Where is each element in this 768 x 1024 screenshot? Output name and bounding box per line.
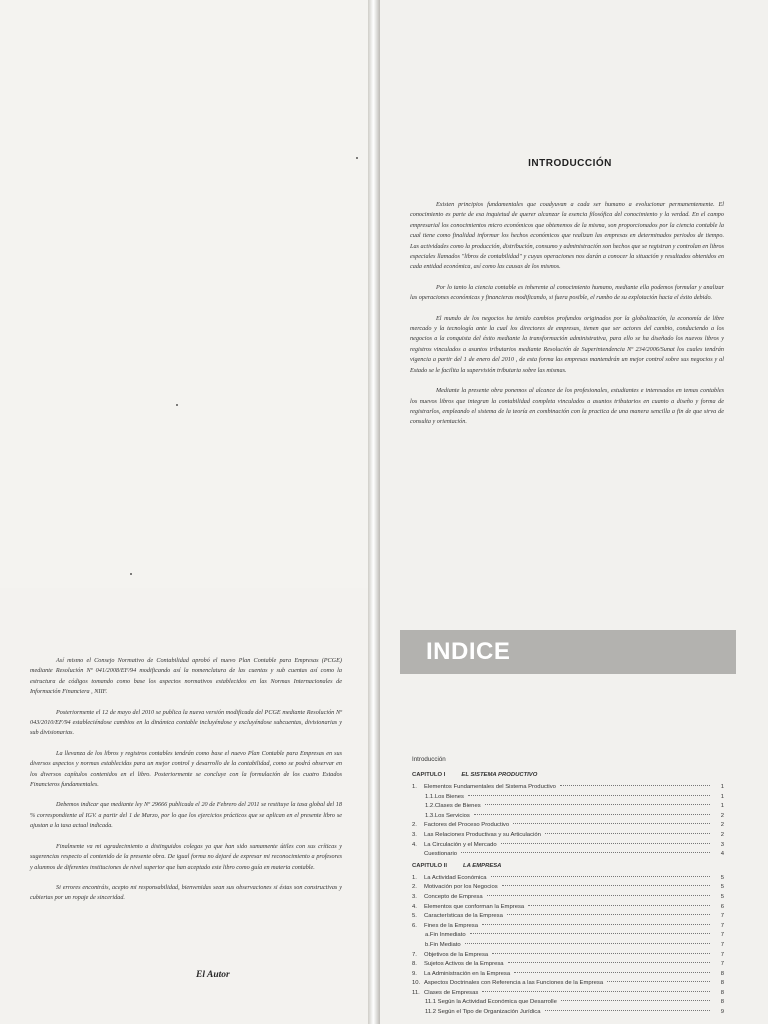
toc-page-number: 7 <box>720 922 724 929</box>
index-page <box>372 588 768 1024</box>
toc-dot-leader <box>461 852 710 853</box>
toc-page-number: 8 <box>720 980 724 987</box>
toc-entry-label: La Actividad Económica <box>424 874 487 881</box>
toc-entry-number: 1. <box>412 874 417 881</box>
book-spine <box>368 0 380 590</box>
toc-entry-label: b.Fin Mediato <box>425 941 461 948</box>
toc-dot-leader <box>470 933 710 934</box>
toc-entry-label: 1.1.Los Bienes <box>425 793 464 800</box>
toc-dot-leader <box>607 981 710 982</box>
toc-dot-leader <box>474 814 710 815</box>
toc-page-number: 1 <box>720 784 724 790</box>
toc-page-number: 1 <box>720 793 724 800</box>
introduction-paragraph: Por lo tanto la ciencia contable es inherente al conocimiento humano, mediante ella podemos formular y analizar las operaciones económicas y financieras modificando, si fuera posible, el rumbo de su explotación hacia el éxito debido. <box>410 283 724 302</box>
paper-speck <box>356 157 358 159</box>
toc-chapter-heading <box>412 772 724 784</box>
book-spine <box>368 590 380 1024</box>
toc-entry-label: Concepto de Empresa <box>424 893 483 900</box>
toc-entry-label: Sujetos Activos de la Empresa <box>424 961 504 968</box>
toc-entry <box>412 894 724 904</box>
toc-dot-leader <box>482 924 710 925</box>
toc-page-number: 8 <box>720 989 724 996</box>
toc-entry <box>412 851 724 861</box>
toc-page-number: 8 <box>720 999 724 1006</box>
introduction-paragraph: Existen principios fundamentales que coadyuvan a cada ser humano a evolucionar permanentemente. El conocimiento es parte de esa inquietud de querer alcanzar la esencia filosófica del conocimiento y la verdad. En el campo empresarial los conocimientos micro económicos que obtenemos de la misma, son proporcionados por la ciencia contable la cual tiene como finalidad informar los hechos económicos que realizan las empresas en determinados periodos de tiempo. Las actividades como la producción, distribución, consumo y administración son hechos que se registran y controlan en libros especiales llamados "libros de contabilidad" y cuyas operaciones nos darán a conocer la situación y resultados obtenidos en cada entidad económica, así como las causas de los mismos. <box>410 201 724 271</box>
toc-page-number: 7 <box>720 951 724 958</box>
introduction-continued-body <box>30 656 342 914</box>
continued-paragraph: Posteriormente el 12 de mayo del 2010 se publica la nueva versión modificada del PCGE mediante Resolución Nº 043/2010/EF/94 estableciéndose cambios en la dinámica contable incluyéndose y excluyéndose subcuentas, divisionarias y sub divisionarias. <box>30 708 342 737</box>
introduction-title: INTRODUCCIÓN <box>528 158 612 169</box>
toc-entry <box>412 794 724 804</box>
toc-entry <box>412 923 724 933</box>
toc-dot-leader <box>513 823 710 824</box>
toc-page-number: 1 <box>720 803 724 810</box>
blank-page <box>0 0 372 588</box>
toc-page-number: 7 <box>720 961 724 968</box>
toc-page-number: 8 <box>720 970 724 977</box>
toc-entry <box>412 971 724 981</box>
toc-entry-label: Factores del Proceso Productivo <box>424 822 510 829</box>
toc-entry-label: Características de la Empresa <box>424 913 503 920</box>
toc-chapter-number: CAPITULO II <box>412 862 448 869</box>
toc-dot-leader <box>508 962 710 963</box>
toc-entry-number: 5. <box>412 913 417 920</box>
toc-dot-leader <box>514 972 710 973</box>
toc-entry-number: 8. <box>412 961 417 968</box>
continued-paragraph: La llevanza de los libros y registros contables tendrán como base el nuevo Plan Contable para Empresas en sus diversos aspectos y normas establecidas para un mejor control y desarrollo de la contabilidad, como se podrá observar en los diversos capítulos contenidos en el libro. Posteriormente se concluye con la formulación de los cuatro Estados Financieros fundamentales. <box>30 749 342 789</box>
toc-entry-label: Objetivos de la Empresa <box>424 951 489 958</box>
toc-entry-label: 1.2.Clases de Bienes <box>425 803 481 810</box>
toc-entry-label: Elementos que conforman la Empresa <box>424 903 525 910</box>
toc-chapter-title: LA EMPRESA <box>463 862 502 869</box>
introduction-continued-page <box>0 588 372 1024</box>
toc-entry <box>412 932 724 942</box>
toc-dot-leader <box>468 795 710 796</box>
toc-dot-leader <box>560 785 710 786</box>
toc-entry <box>412 784 724 794</box>
introduction-paragraph: El mundo de los negocios ha tenido cambios profundos originados por la globalización, la economía de libre mercado y la tecnología ante la cual los directores de empresas, tienen que ser actores del cambio, conduciendo a los negocios a la conquista del éxito mediante la transformación administrativa, para ello se ha diseñado los nuevos libros y registros vinculados a asuntos tributarios mediante Resolución de Superintendencia Nº 234/2006/Sunat los cuales tendrán vigencia a partir del 1 de enero del 2010 , de esta forma las empresas mantendrán un mejor control sobre sus negocios y al Estado se le facilita la supervisión tributaria sobre las mismas. <box>410 314 724 374</box>
author-signature: El Autor <box>196 970 230 980</box>
toc-page-number: 6 <box>720 903 724 910</box>
toc-chapter-number: CAPITULO I <box>412 772 446 778</box>
toc-page-number: 3 <box>720 841 724 848</box>
toc-page-number: 2 <box>720 822 724 829</box>
toc-page-number: 5 <box>720 884 724 891</box>
toc-dot-leader <box>501 843 710 844</box>
table-of-contents <box>412 770 724 1019</box>
toc-entry <box>412 822 724 832</box>
toc-entry <box>412 875 724 885</box>
toc-entry-number: 11. <box>412 989 420 996</box>
toc-entry <box>412 832 724 842</box>
toc-entry <box>412 913 724 923</box>
toc-entry <box>412 813 724 823</box>
toc-entry <box>412 1009 724 1019</box>
toc-entry-number: 1. <box>412 784 417 790</box>
toc-dot-leader <box>528 905 710 906</box>
continued-paragraph: Si errores encontráis, acepto mi responsabilidad, bienvenidas sean sus observaciones si éstas son constructivas y cubiertas por un ropaje de sinceridad. <box>30 883 342 902</box>
toc-entry-label: Aspectos Doctrinales con Referencia a las Funciones de la Empresa <box>424 980 604 987</box>
toc-entry-label: La Administración en la Empresa <box>424 970 511 977</box>
toc-dot-leader <box>482 991 710 992</box>
toc-dot-leader <box>492 953 710 954</box>
continued-paragraph: Así mismo el Consejo Normativo de Contabilidad aprobó el nuevo Plan Contable para Empresas (PCGE) mediante Resolución Nº 041/2008/EF/94 modificando así la nomenclatura de las cuentas y sub cuentas así como la estructura de códigos tomando como base los aspectos normativos establecidos en las Normas Internacionales de Información Financiera , NIIF. <box>30 657 342 696</box>
toc-dot-leader <box>561 1000 710 1001</box>
toc-entry-number: 3. <box>412 831 417 838</box>
toc-entry-label: Clases de Empresas <box>424 989 479 996</box>
toc-entry <box>412 999 724 1009</box>
toc-dot-leader <box>545 833 710 834</box>
toc-page-number: 2 <box>720 812 724 819</box>
toc-entry <box>412 803 724 813</box>
toc-page-number: 7 <box>720 941 724 948</box>
toc-entry-number: 4. <box>412 903 417 910</box>
toc-page-number: 7 <box>720 913 724 920</box>
toc-dot-leader <box>507 914 710 915</box>
toc-entry-number: 2. <box>412 884 417 891</box>
toc-entry-label: La Circulación y el Mercado <box>424 841 497 848</box>
toc-entry-label: Elementos Fundamentales del Sistema Productivo <box>424 784 556 790</box>
toc-entry <box>412 990 724 1000</box>
toc-dot-leader <box>545 1010 711 1011</box>
toc-page-number: 5 <box>720 893 724 900</box>
toc-chapter-title: EL SISTEMA PRODUCTIVO <box>461 772 538 778</box>
toc-dot-leader <box>502 885 710 886</box>
toc-entry <box>412 884 724 894</box>
toc-page-number: 7 <box>720 932 724 939</box>
introduction-body <box>410 200 724 438</box>
continued-paragraph: Debemos indicar que mediante ley Nº 29666 publicada el 20 de Febrero del 2011 se restituye la tasa global del 18 % correspondiente al IGV. a partir del 1 de Marzo, por lo que los ejercicios prácticos que se aplican en el presente libro se ajustan a la tasa actual indicada. <box>30 801 342 830</box>
toc-entry <box>412 842 724 852</box>
toc-entry <box>412 952 724 962</box>
paper-speck <box>130 573 132 575</box>
toc-entry <box>412 961 724 971</box>
toc-page-number: 5 <box>720 874 724 881</box>
toc-dot-leader <box>487 895 710 896</box>
toc-page-number: 2 <box>720 831 724 838</box>
introduction-page <box>372 0 768 588</box>
toc-entry <box>412 942 724 952</box>
toc-entry-number: 4. <box>412 841 417 848</box>
toc-entry-label: 11.1 Según la Actividad Económica que Desarrolle <box>425 999 557 1006</box>
toc-page-number: 4 <box>720 851 724 858</box>
index-title: INDICE <box>426 638 511 665</box>
toc-dot-leader <box>491 876 710 877</box>
continued-paragraph: Finalmente va mi agradecimiento a distinguidos colegas ya que han sido sumamente útiles con sus críticas y sugerencias respecto al contenido de la presente obra. De igual forma no dejaré de expresar mi reconocimiento a profesores y alumnos de diferentes instituciones de nivel superior que han aceptado este libro como guía en materia contable. <box>30 842 342 871</box>
paper-speck <box>176 404 178 406</box>
introduction-paragraph: Mediante la presente obra ponemos al alcance de los profesionales, estudiantes e interesados en temas contables los nuevos libros que integran la contabilidad completa vinculados a asuntos tributarios en cuanto a diseño y forma de registrarlos, empleando el sistema de la teoría en combinación con la practica de una manera sencilla a fin de que sirva de consulta y orientación. <box>410 387 724 426</box>
toc-entry-number: 2. <box>412 822 417 829</box>
toc-entry-number: 7. <box>412 951 417 958</box>
toc-dot-leader <box>465 943 710 944</box>
toc-entry <box>412 980 724 990</box>
toc-entry-number: 6. <box>412 922 417 929</box>
toc-entry <box>412 904 724 914</box>
toc-entry-number: 10. <box>412 980 421 987</box>
toc-entry-label: a.Fin Inmediato <box>425 932 466 939</box>
toc-entry-label: Fines de la Empresa <box>424 922 479 929</box>
toc-page-number: 9 <box>720 1009 724 1016</box>
toc-dot-leader <box>485 804 710 805</box>
toc-entry-label: 11.2 Según el Tipo de Organización Jurídica <box>425 1009 541 1016</box>
toc-entry-label: Motivación por los Negocios <box>424 884 498 891</box>
toc-entry-label: Las Relaciones Productivas y su Articulación <box>424 831 541 838</box>
toc-introduction-entry: Introducción <box>412 756 446 763</box>
toc-entry-number: 9. <box>412 970 417 977</box>
toc-chapter-heading <box>412 863 724 875</box>
index-banner <box>400 630 736 674</box>
toc-entry-label: Cuestionario <box>424 851 458 858</box>
toc-entry-label: 1.3.Los Servicios <box>425 812 470 819</box>
toc-entry-number: 3. <box>412 893 417 900</box>
